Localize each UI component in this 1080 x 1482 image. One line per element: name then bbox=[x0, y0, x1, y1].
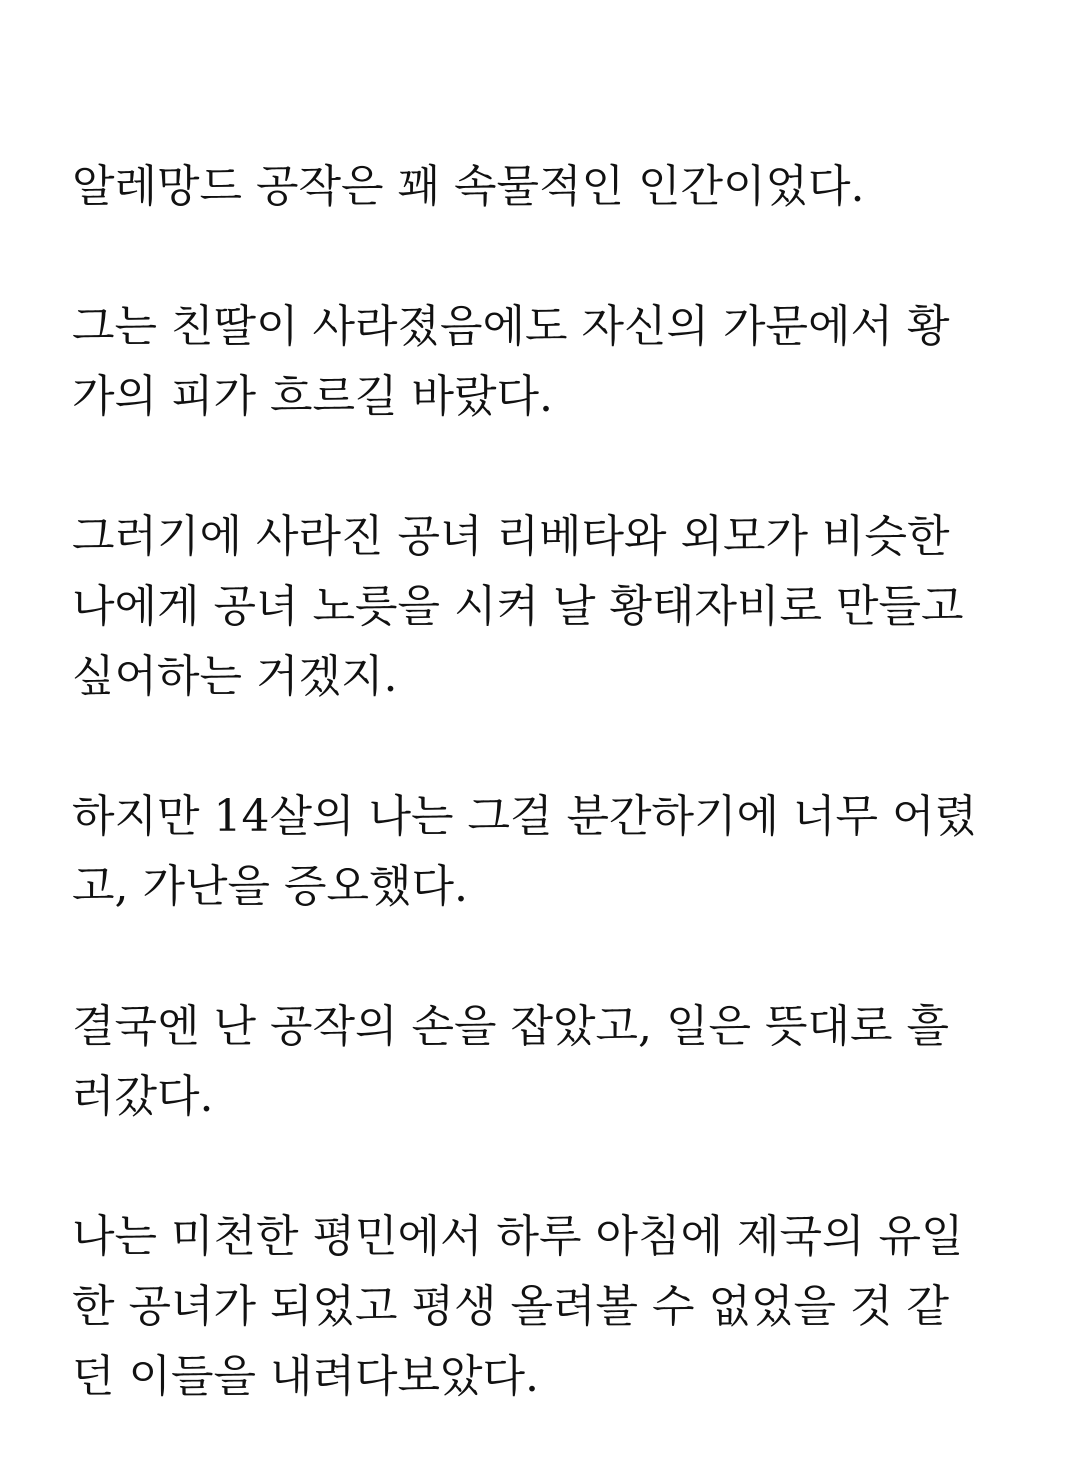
paragraph-2 bbox=[72, 292, 992, 432]
paragraph-1 bbox=[72, 152, 992, 222]
text-line: 나는 미천한 평민에서 하루 아침에 제국의 유일 bbox=[72, 1211, 964, 1262]
text-line: 나에게 공녀 노릇을 시켜 날 황태자비로 만들고 bbox=[72, 581, 964, 632]
text-line: 가의 피가 흐르길 바랐다. bbox=[72, 371, 553, 422]
story-text bbox=[72, 152, 992, 1482]
text-line: 고, 가난을 증오했다. bbox=[72, 861, 468, 912]
text-line: 한 공녀가 되었고 평생 올려볼 수 없었을 것 같 bbox=[72, 1281, 949, 1332]
text-line: 알레망드 공작은 꽤 속물적인 인간이었다. bbox=[72, 161, 865, 212]
text-line: 하지만 14살의 나는 그걸 분간하기에 너무 어렸 bbox=[72, 791, 977, 842]
text-line: 결국엔 난 공작의 손을 잡았고, 일은 뜻대로 흘 bbox=[72, 1001, 949, 1052]
paragraph-3 bbox=[72, 502, 992, 712]
text-line: 러갔다. bbox=[72, 1071, 214, 1122]
paragraph-5 bbox=[72, 992, 992, 1132]
text-line: 싶어하는 거겠지. bbox=[72, 651, 398, 702]
paragraph-6 bbox=[72, 1202, 992, 1412]
text-line: 그러기에 사라진 공녀 리베타와 외모가 비슷한 bbox=[72, 511, 950, 562]
text-line: 던 이들을 내려다보았다. bbox=[72, 1351, 539, 1402]
paragraph-4 bbox=[72, 782, 992, 922]
text-line: 그는 친딸이 사라졌음에도 자신의 가문에서 황 bbox=[72, 301, 950, 352]
